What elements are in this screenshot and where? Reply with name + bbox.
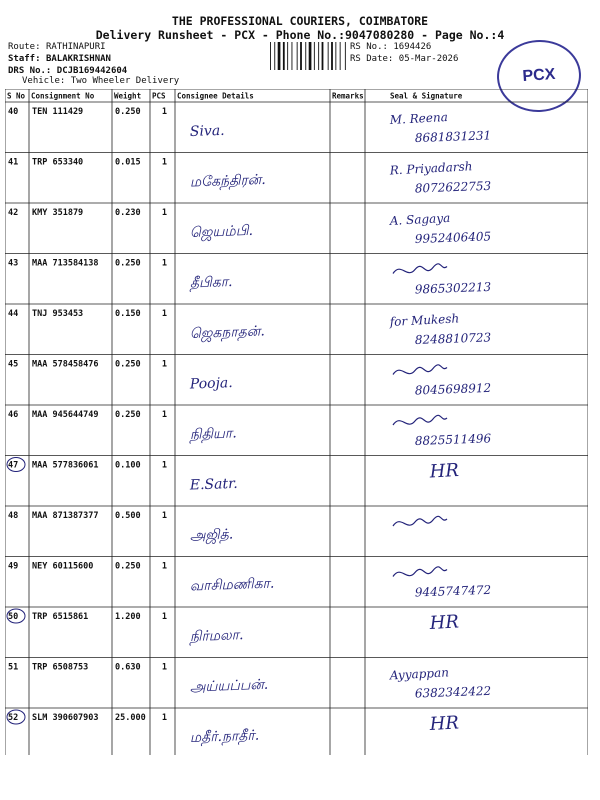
pcs-value: 1 [161, 359, 167, 370]
serial-number: 41 [8, 157, 19, 168]
rs-no-value: 1694426 [393, 42, 432, 52]
pcs-value: 1 [161, 107, 167, 117]
serial-number: 52 [8, 713, 19, 723]
serial-number: 49 [8, 561, 19, 572]
runsheet-table [5, 89, 588, 755]
consignee-handwriting: அய்யப்பன். [189, 676, 269, 696]
weight-value: 0.150 [115, 309, 141, 319]
signature-scribble [393, 365, 447, 375]
phone-handwriting: 8681831231 [414, 128, 492, 145]
drs-label: DRS No.: [8, 66, 52, 76]
pcs-value: 1 [161, 561, 167, 572]
table-row [8, 663, 491, 701]
consignment-number: MAA 945644749 [32, 410, 99, 420]
weight-value: 0.630 [115, 662, 141, 673]
column-header: Remarks [332, 91, 364, 101]
consignee-handwriting: நிர்மலா. [189, 627, 244, 645]
vehicle-value: Two Wheeler Delivery [70, 76, 180, 86]
pcs-value: 1 [161, 157, 167, 168]
column-header: Consignment No [31, 91, 95, 101]
rs-date-line [350, 54, 458, 65]
serial-number: 42 [8, 208, 19, 218]
consignment-number: SLM 390607903 [32, 713, 99, 723]
table-row [8, 107, 491, 145]
consignee-handwriting: ஜெகநாதன். [189, 323, 266, 342]
signature-scribble [393, 516, 447, 526]
pcs-value: 1 [161, 612, 167, 622]
consignment-number: TRP 6515861 [32, 612, 89, 622]
pcs-value: 1 [161, 713, 167, 723]
signature-scribble [393, 567, 447, 577]
consignment-number: MAA 577836061 [32, 460, 99, 471]
consignee-handwriting: வாசிமணிகா. [189, 575, 275, 595]
rs-no-line [350, 42, 431, 53]
phone-handwriting: 9865302213 [414, 279, 492, 297]
consignee-handwriting: E.Satr. [189, 475, 238, 494]
consignment-number: KMY 351879 [32, 208, 84, 218]
route-label: Route: [8, 42, 41, 52]
column-header: Seal & Signature [390, 91, 463, 101]
consignment-number: NEY 60115600 [32, 561, 94, 572]
consignee-handwriting: Pooja. [189, 375, 233, 393]
weight-value: 0.250 [115, 359, 141, 370]
rs-no-label: RS No.: [350, 42, 388, 52]
staff-label: Staff: [8, 54, 41, 64]
phone-handwriting: 9445747472 [414, 582, 492, 600]
table-row [8, 360, 491, 398]
table-row [7, 609, 459, 646]
staff-line [8, 54, 111, 65]
column-header: S No [7, 91, 26, 101]
weight-value: 0.250 [115, 561, 141, 572]
pcs-value: 1 [161, 410, 167, 420]
drs-value: DCJB169442604 [56, 66, 128, 76]
phone-handwriting: 6382342422 [414, 683, 492, 701]
table-row [8, 259, 492, 297]
consignee-handwriting: நிதியா. [189, 425, 237, 443]
consignee-handwriting: தீபிகா. [189, 274, 233, 292]
column-header: Consignee Details [177, 91, 254, 101]
table-row [8, 562, 491, 600]
phone-handwriting: 8072622753 [414, 178, 492, 196]
staff-value: BALAKRISHNAN [45, 54, 111, 64]
table-row [7, 458, 459, 494]
consignee-handwriting: அஜித். [189, 526, 234, 544]
column-header: PCS [152, 91, 166, 101]
weight-value: 25.000 [115, 713, 146, 723]
consignment-number: MAA 578458476 [32, 359, 99, 370]
consignee-handwriting: மதீர்.நாதீர். [189, 727, 260, 746]
signature-scribble [393, 415, 447, 425]
consignment-number: MAA 713584138 [32, 258, 99, 269]
weight-value: 0.250 [115, 107, 141, 117]
table-row [8, 208, 491, 246]
consignee-handwriting: Siva. [189, 122, 225, 140]
consignment-number: MAA 871387377 [32, 511, 99, 521]
consignment-number: TEN 111429 [32, 107, 84, 117]
route-line [8, 42, 106, 53]
pcs-value: 1 [161, 309, 167, 319]
signature-handwriting: HR [429, 611, 460, 634]
weight-value: 0.250 [115, 258, 141, 269]
signature-scribble [393, 264, 447, 274]
signature-handwriting: R. Priyadarsh [389, 159, 473, 178]
runsheet-title: Delivery Runsheet - PCX - Phone No.:9047080280 - Page No.:4 [95, 28, 505, 42]
phone-handwriting: 9952406405 [414, 229, 492, 246]
table-row [8, 309, 492, 347]
signature-handwriting: M. Reena [389, 109, 449, 127]
pcs-value: 1 [161, 258, 167, 269]
weight-value: 0.500 [115, 511, 141, 521]
pcx-stamp: PCX [495, 37, 584, 115]
phone-handwriting: 8248810723 [414, 330, 492, 347]
table-row [8, 410, 492, 448]
consignee-handwriting: மகேந்திரன். [189, 171, 266, 191]
weight-value: 0.230 [115, 208, 141, 218]
column-header: Weight [114, 91, 142, 101]
weight-value: 1.200 [115, 612, 141, 622]
consignment-number: TNJ 953453 [32, 309, 84, 319]
rs-date-value: 05-Mar-2026 [398, 54, 459, 64]
barcode [270, 42, 346, 70]
company-title: THE PROFESSIONAL COURIERS, COIMBATORE [171, 14, 429, 28]
signature-handwriting: Ayyappan [389, 665, 450, 683]
weight-value: 0.015 [115, 157, 141, 168]
consignment-number: TRP 653340 [32, 157, 84, 168]
pcs-value: 1 [161, 208, 167, 218]
phone-handwriting: 8045698912 [414, 380, 492, 398]
weight-value: 0.250 [115, 410, 141, 420]
signature-handwriting: for Mukesh [389, 311, 460, 329]
pcs-value: 1 [161, 511, 167, 521]
route-value: RATHINAPURI [45, 42, 106, 52]
consignee-handwriting: ஜெயம்பி. [189, 222, 254, 241]
pcs-value: 1 [161, 460, 167, 471]
weight-value: 0.100 [115, 460, 141, 471]
signature-handwriting: HR [429, 712, 460, 735]
serial-number: 44 [8, 309, 19, 319]
serial-number: 50 [8, 612, 19, 622]
vehicle-line [22, 76, 179, 87]
serial-number: 45 [8, 359, 19, 370]
phone-handwriting: 8825511496 [414, 431, 492, 448]
rs-date-label: RS Date: [350, 54, 394, 64]
serial-number: 46 [8, 410, 19, 420]
serial-number: 51 [8, 662, 19, 673]
serial-number: 48 [8, 511, 19, 521]
table-row [8, 511, 447, 545]
consignment-number: TRP 6508753 [32, 662, 89, 673]
table-row [8, 158, 492, 196]
serial-number: 47 [8, 460, 19, 471]
serial-number: 40 [8, 107, 19, 117]
signature-handwriting: HR [429, 459, 460, 483]
serial-number: 43 [8, 258, 19, 269]
vehicle-label: Vehicle: [22, 76, 66, 86]
signature-handwriting: A. Sagaya [389, 210, 451, 228]
table-row [7, 710, 459, 747]
pcs-value: 1 [161, 662, 167, 673]
